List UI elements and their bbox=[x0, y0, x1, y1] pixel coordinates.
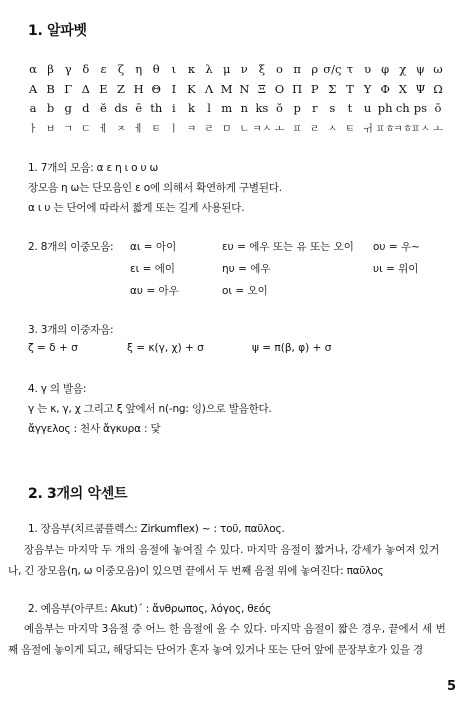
diphthong-item: ευ = 에우 또는 유 또는 오이 bbox=[222, 241, 354, 253]
vowels-heading: 1. 7개의 모음: α ε η ι ο υ ω bbox=[28, 162, 159, 174]
alphabet-cell: ㅍ bbox=[292, 124, 302, 135]
diphthong-item: υι = 위이 bbox=[373, 263, 419, 275]
alphabet-cell: ㅁ bbox=[221, 124, 232, 135]
alphabet-cell: l bbox=[207, 101, 211, 115]
alphabet-row-transliteration bbox=[0, 101, 470, 119]
alphabet-cell: ㅟ bbox=[362, 124, 373, 135]
circumflex-line-2: 나, 긴 장모음(η, ω 이중모음)이 있으면 끝에서 두 번째 음절 위에 놓여진다: παῦλος bbox=[8, 565, 384, 577]
alphabet-cell: ㅋㅅ bbox=[252, 124, 272, 135]
gamma-line-1: γ 는 κ, γ, χ 그리고 ξ 앞에서 n(-ng: 잉)으로 발음한다. bbox=[28, 403, 272, 415]
alphabet-cell: ρ bbox=[311, 62, 319, 76]
alphabet-cell: ㄷ bbox=[80, 124, 91, 135]
alphabet-cell: Π bbox=[292, 82, 303, 96]
alphabet-cell: Ρ bbox=[310, 82, 319, 96]
alphabet-cell: ζ bbox=[117, 62, 125, 76]
alphabet-cell: ks bbox=[255, 101, 269, 115]
alphabet-cell: μ bbox=[222, 62, 231, 76]
alphabet-cell: Ε bbox=[99, 82, 108, 96]
alphabet-cell: s bbox=[329, 101, 336, 115]
acute-line-1: 예음부는 마지막 3음절 중 어느 한 음절에 올 수 있다. 마지막 음절이 짧은 경우, 끝에서 세 번 bbox=[24, 623, 446, 635]
alphabet-cell: th bbox=[150, 101, 163, 115]
alphabet-cell: Ξ bbox=[257, 82, 266, 96]
diphthong-item: οι = 오이 bbox=[222, 285, 268, 297]
alphabet-cell: u bbox=[363, 101, 372, 115]
alphabet-cell: τ bbox=[346, 62, 354, 76]
alphabet-cell: ㅌ bbox=[345, 124, 355, 135]
alphabet-cell: Α bbox=[28, 82, 38, 96]
alphabet-cell: ㅋ bbox=[186, 124, 197, 135]
alphabet-cell: ㅗ bbox=[433, 124, 443, 135]
circumflex-line-1: 장음부는 마지막 두 개의 음절에 놓여질 수 있다. 마지막 음절이 짧거나, 강세가 놓여져 있거 bbox=[24, 544, 440, 556]
alphabet-cell: Θ bbox=[151, 82, 161, 96]
alphabet-cell: d bbox=[82, 101, 90, 115]
circumflex-heading: 1. 장음부(치르쿰플렉스: Zirkumflex) ~ : τοῦ, παῦλος. bbox=[28, 523, 285, 535]
alphabet-cell: n bbox=[240, 101, 249, 115]
alphabet-cell: g bbox=[64, 101, 72, 115]
alphabet-cell: π bbox=[293, 62, 301, 76]
alphabet-cell: ω bbox=[433, 62, 443, 76]
alphabet-cell: δ bbox=[82, 62, 90, 76]
alphabet-cell: Η bbox=[133, 82, 144, 96]
alphabet-cell: β bbox=[47, 62, 54, 76]
alphabet-row-uppercase bbox=[0, 82, 470, 100]
alphabet-cell: m bbox=[221, 101, 233, 115]
alphabet-cell: Τ bbox=[346, 82, 354, 96]
alphabet-cell: p bbox=[293, 101, 301, 115]
alphabet-cell: ㅏ bbox=[28, 124, 38, 135]
alphabet-cell: Ψ bbox=[415, 82, 426, 96]
alphabet-cell: υ bbox=[364, 62, 372, 76]
alphabet-cell: Υ bbox=[363, 82, 372, 96]
alphabet-cell: t bbox=[347, 101, 353, 115]
alphabet-cell: ν bbox=[240, 62, 248, 76]
vowels-line-1: 장모음 η ω는 단모음인 ε ο에 의해서 확연하게 구별된다. bbox=[28, 182, 282, 194]
alphabet-cell: ō bbox=[434, 101, 442, 115]
alphabet-cell: ι bbox=[171, 62, 177, 76]
double-consonant-item: ζ = δ + σ bbox=[28, 342, 78, 354]
alphabet-cell: ㅅ bbox=[327, 124, 338, 135]
alphabet-cell: σ/ς bbox=[323, 62, 342, 76]
alphabet-cell: ŏ bbox=[276, 101, 283, 115]
double-consonant-item: ψ = π(β, φ) + σ bbox=[252, 342, 332, 354]
diphthong-item: ει = 에이 bbox=[130, 263, 175, 275]
alphabet-cell: ㅈ bbox=[116, 124, 126, 135]
alphabet-cell: ㅣ bbox=[169, 124, 179, 135]
alphabet-cell: λ bbox=[205, 62, 213, 76]
alphabet-cell: Ω bbox=[433, 82, 443, 96]
acute-line-2: 째 음절에 놓이게 되고, 해당되는 단어가 혼자 놓여 있거나 또는 단어 앞에 문장부호가 있을 경 bbox=[8, 644, 423, 656]
alphabet-cell: ㅌ bbox=[151, 124, 162, 135]
diphthong-item: αυ = 아우 bbox=[130, 285, 179, 297]
alphabet-cell: ㅔ bbox=[133, 124, 144, 135]
double-consonant-item: ξ = κ(γ, χ) + σ bbox=[127, 342, 204, 354]
alphabet-cell: Κ bbox=[187, 82, 196, 96]
alphabet-cell: α bbox=[29, 62, 37, 76]
alphabet-cell: Δ bbox=[81, 82, 90, 96]
alphabet-cell: ㄹ bbox=[204, 124, 214, 135]
page-number: 5 bbox=[447, 679, 457, 694]
vowels-line-2: α ι υ 는 단어에 따라서 짧게 또는 길게 사용된다. bbox=[28, 202, 245, 214]
alphabet-cell: Ο bbox=[274, 82, 285, 96]
alphabet-cell: ㅋㅎ bbox=[393, 124, 413, 135]
alphabet-cell: ĕ bbox=[100, 101, 107, 115]
double-consonants-heading: 3. 3개의 이중자음: bbox=[28, 324, 114, 336]
alphabet-cell: ch bbox=[395, 101, 410, 115]
alphabet-cell: b bbox=[46, 101, 55, 115]
diphthong-item: ου = 우~ bbox=[373, 241, 420, 253]
alphabet-cell: ε bbox=[100, 62, 107, 76]
alphabet-cell: ο bbox=[276, 62, 283, 76]
gamma-line-2: ἄγγελος : 천사 ἄγκυρα : 닻 bbox=[28, 423, 161, 435]
alphabet-cell: ds bbox=[114, 101, 128, 115]
alphabet-cell: χ bbox=[399, 62, 407, 76]
alphabet-cell: φ bbox=[381, 62, 390, 76]
alphabet-cell: κ bbox=[187, 62, 196, 76]
alphabet-cell: Β bbox=[46, 82, 55, 96]
alphabet-cell: i bbox=[172, 101, 176, 115]
alphabet-cell: γ bbox=[64, 62, 72, 76]
alphabet-cell: ㅗ bbox=[274, 124, 285, 135]
gamma-heading: 4. γ 의 발음: bbox=[28, 383, 87, 395]
alphabet-cell: Μ bbox=[220, 82, 233, 96]
alphabet-cell: k bbox=[187, 101, 195, 115]
acute-heading: 2. 예음부(아쿠트: Akut)΄ : ἄνθρωπος, λόγος, θεός bbox=[28, 603, 272, 615]
alphabet-cell: a bbox=[29, 101, 37, 115]
alphabet-cell: ㄹ bbox=[309, 124, 320, 135]
section-2-title: 2. 3개의 악센트 bbox=[28, 486, 128, 502]
alphabet-cell: ξ bbox=[258, 62, 266, 76]
alphabet-cell: ē bbox=[135, 101, 143, 115]
alphabet-cell: ψ bbox=[415, 62, 425, 76]
alphabet-cell: r bbox=[311, 101, 318, 115]
alphabet-cell: ㅍㅎ bbox=[375, 124, 395, 135]
alphabet-row-hangul bbox=[0, 120, 470, 138]
alphabet-row-lowercase bbox=[0, 62, 470, 80]
alphabet-cell: ph bbox=[377, 101, 393, 115]
alphabet-cell: Σ bbox=[328, 82, 337, 96]
diphthongs-heading: 2. 8개의 이중모음: bbox=[28, 241, 114, 253]
alphabet-cell: Γ bbox=[64, 82, 73, 96]
alphabet-cell: Λ bbox=[204, 82, 214, 96]
alphabet-cell: η bbox=[135, 62, 143, 76]
alphabet-cell: Ζ bbox=[117, 82, 126, 96]
alphabet-cell: ㅍㅅ bbox=[410, 124, 431, 135]
alphabet-cell: ㅂ bbox=[45, 124, 56, 135]
alphabet-cell: Φ bbox=[380, 82, 390, 96]
alphabet-cell: Χ bbox=[398, 82, 407, 96]
alphabet-cell: θ bbox=[152, 62, 160, 76]
alphabet-cell: ㄱ bbox=[63, 124, 74, 135]
alphabet-cell: ㅔ bbox=[98, 124, 109, 135]
alphabet-cell: Ι bbox=[171, 82, 177, 96]
section-1-title: 1. 알파벳 bbox=[28, 23, 87, 39]
diphthong-item: ηυ = 에우 bbox=[222, 263, 271, 275]
diphthong-item: αι = 아이 bbox=[130, 241, 177, 253]
alphabet-cell: Ν bbox=[239, 82, 250, 96]
alphabet-cell: ps bbox=[413, 101, 428, 115]
alphabet-cell: ㄴ bbox=[239, 124, 250, 135]
